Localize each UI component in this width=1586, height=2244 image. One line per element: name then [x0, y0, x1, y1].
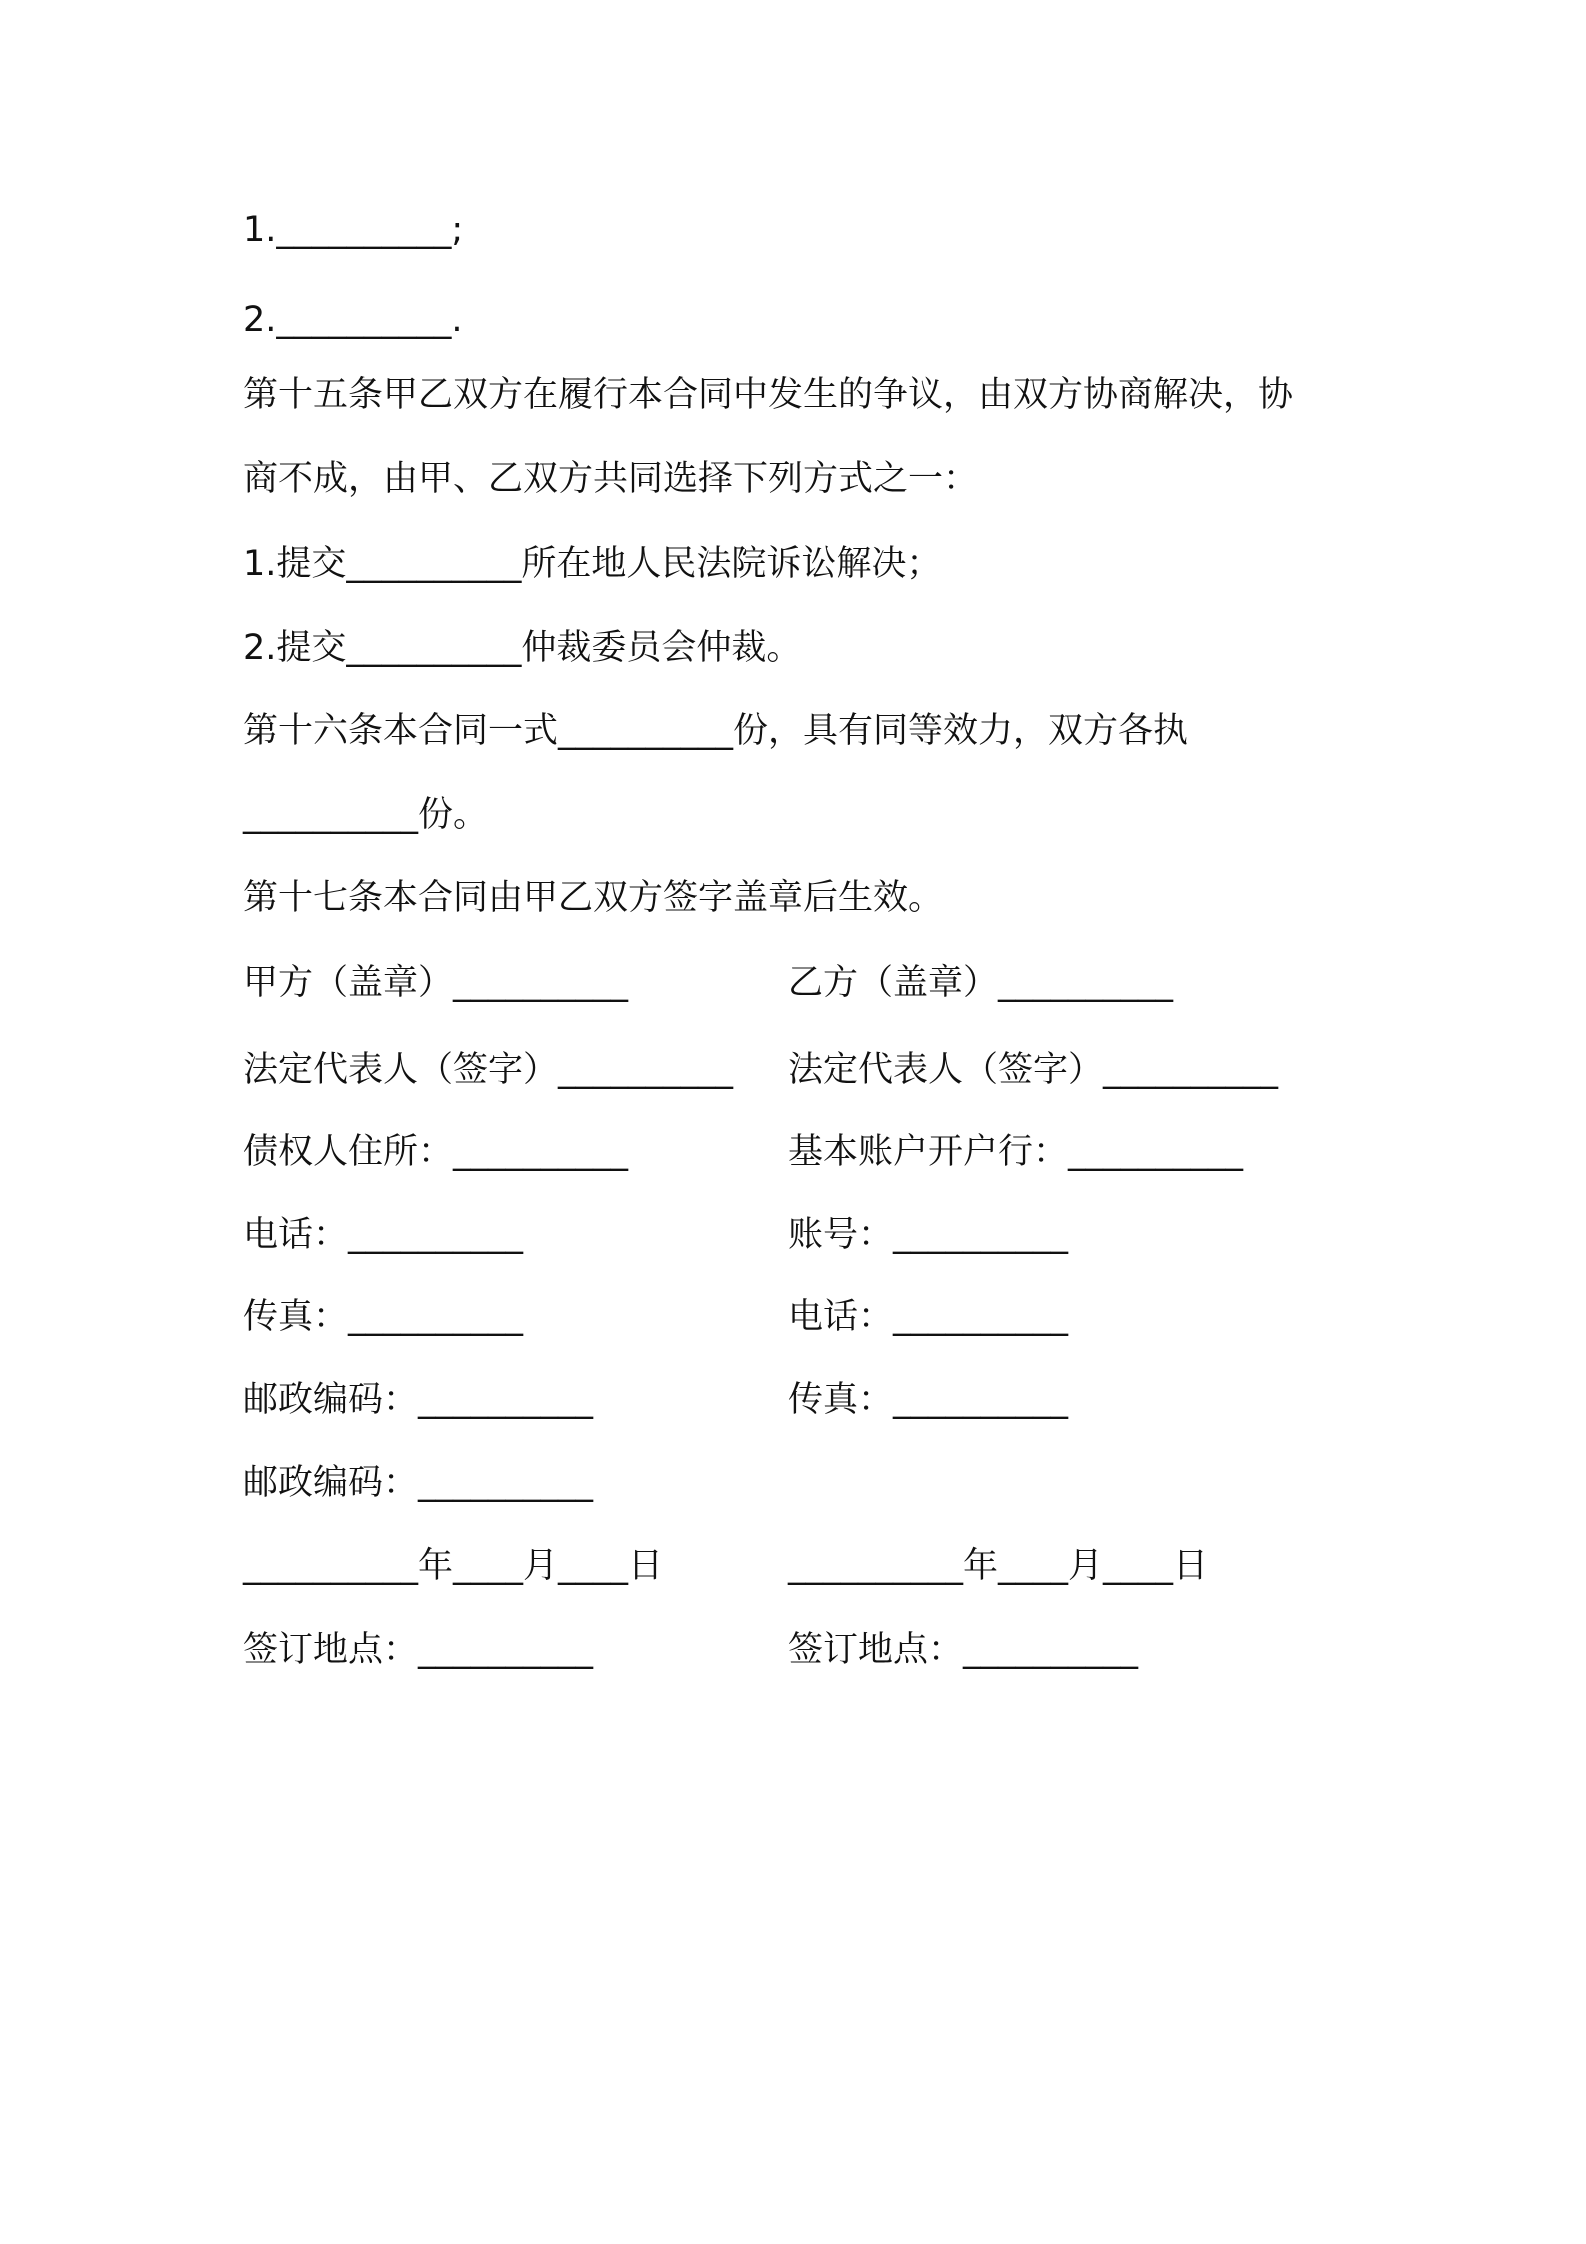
- article-17: 第十七条本合同由甲乙双方签字盖章后生效。: [243, 878, 944, 918]
- article-16-line-1: 第十六条本合同一式__________份，具有同等效力，双方各执: [243, 711, 1189, 751]
- party-b-bank: 基本账户开户行：__________: [788, 1132, 1244, 1172]
- party-b-legal-rep: 法定代表人（签字）__________: [788, 1050, 1279, 1090]
- party-a-phone: 电话：__________: [243, 1215, 524, 1255]
- dispute-option-1: 1.提交__________所在地人民法院诉讼解决；: [243, 544, 942, 584]
- list-item-2: 2.__________.: [243, 300, 463, 340]
- party-b-seal: 乙方（盖章）__________: [788, 963, 1174, 1003]
- party-b-phone: 电话：__________: [788, 1297, 1069, 1337]
- party-a-date: __________年____月____日: [243, 1546, 664, 1586]
- party-b-fax: 传真：__________: [788, 1380, 1069, 1420]
- article-15-line-2: 商不成，由甲、乙双方共同选择下列方式之一：: [243, 459, 979, 499]
- party-a-postcode-2: 邮政编码：__________: [243, 1463, 594, 1503]
- party-a-place: 签订地点：__________: [243, 1630, 594, 1670]
- dispute-option-2: 2.提交__________仲裁委员会仲裁。: [243, 628, 802, 668]
- party-a-seal: 甲方（盖章）__________: [243, 963, 629, 1003]
- list-item-1: 1.__________;: [243, 210, 464, 250]
- party-b-account: 账号：__________: [788, 1215, 1069, 1255]
- party-a-fax: 传真：__________: [243, 1297, 524, 1337]
- article-16-line-2: __________份。: [243, 795, 489, 835]
- party-b-place: 签订地点：__________: [788, 1630, 1139, 1670]
- party-a-postcode: 邮政编码：__________: [243, 1380, 594, 1420]
- party-a-legal-rep: 法定代表人（签字）__________: [243, 1050, 734, 1090]
- article-15-line-1: 第十五条甲乙双方在履行本合同中发生的争议，由双方协商解决，协: [243, 375, 1294, 415]
- party-a-address: 债权人住所：__________: [243, 1132, 629, 1172]
- party-b-date: __________年____月____日: [788, 1546, 1209, 1586]
